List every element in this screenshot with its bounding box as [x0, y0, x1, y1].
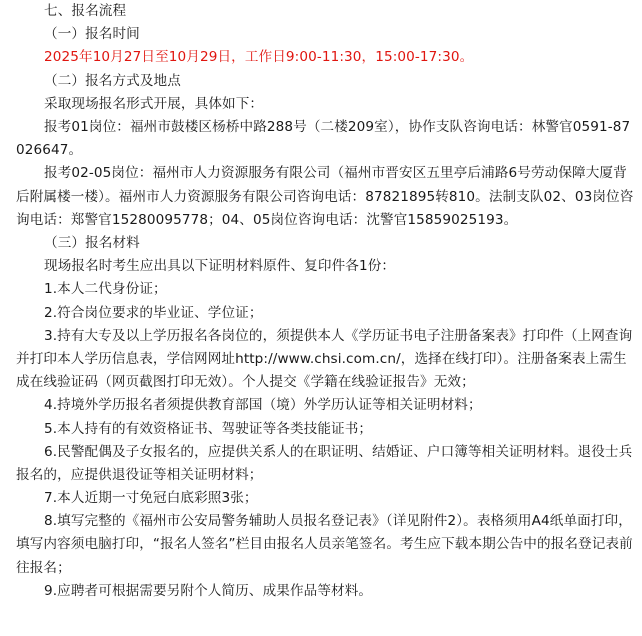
materials-intro: 现场报名时考生应出具以下证明材料原件、复印件各1份：: [44, 258, 396, 275]
material-item: 9.应聘者可根据需要另附个人简历、成果作品等材料。: [44, 582, 373, 599]
post-02-05-info: 报考02-05岗位：福州市人力资源服务有限公司（福州市晋安区五里亭后浦路6号劳动保障大厦背后附属楼一楼）。福州市人力资源服务有限公司咨询电话：87821895转810。法制支队02、03岗位咨询电话：郑警官15280095778；04、05岗位咨询电话：沈警官15859025193。: [16, 165, 634, 228]
material-item: 7.本人近期一寸免冠白底彩照3张；: [44, 490, 258, 507]
registration-time: 2025年10月27日至10月29日，工作日9:00-11:30，15:00-17:30。: [44, 49, 474, 66]
material-item: 8.填写完整的《福州市公安局警务辅助人员报名登记表》（详见附件2）。表格须用A4纸单面打印，填写内容须电脑打印，“报名人签名”栏目由报名人员亲笔签名。考生应下载本期公告中的报名登记表前往报名；: [16, 513, 633, 576]
method-intro: 采取现场报名形式开展，具体如下：: [44, 95, 264, 112]
material-item: 6.民警配偶及子女报名的，应提供关系人的在职证明、结婚证、户口簿等相关证明材料。退役士兵报名的，应提供退役证等相关证明材料；: [16, 443, 633, 483]
section-title: 七、报名流程: [44, 3, 127, 19]
time-heading: （一）报名时间: [44, 26, 140, 43]
method-heading: （二）报名方式及地点: [44, 72, 181, 89]
post-01-info: 报考01岗位：福州市鼓楼区杨桥中路288号（二楼209室），协作支队咨询电话：林警官0591-87026647。: [16, 118, 631, 159]
document-body: [16, 0, 638, 603]
material-item: 4.持境外学历报名者须提供教育部国（境）外学历认证等相关证明材料；: [44, 397, 482, 414]
material-item: 3.持有大专及以上学历报名各岗位的，须提供本人《学历证书电子注册备案表》打印件（上网查询并打印本人学历信息表，学信网网址http://www.chsi.com.cn/，选择在线打印）。注册备案表上需生成在线验证码（网页截图打印无效）。个人提交《学籍在线验证报告》无效；: [16, 327, 633, 391]
materials-heading: （三）报名材料: [44, 234, 140, 251]
material-item: 5.本人持有的有效资格证书、驾驶证等各类技能证书；: [44, 420, 373, 437]
material-item: 2.符合岗位要求的毕业证、学位证；: [44, 304, 263, 321]
material-item: 1.本人二代身份证；: [44, 281, 167, 298]
